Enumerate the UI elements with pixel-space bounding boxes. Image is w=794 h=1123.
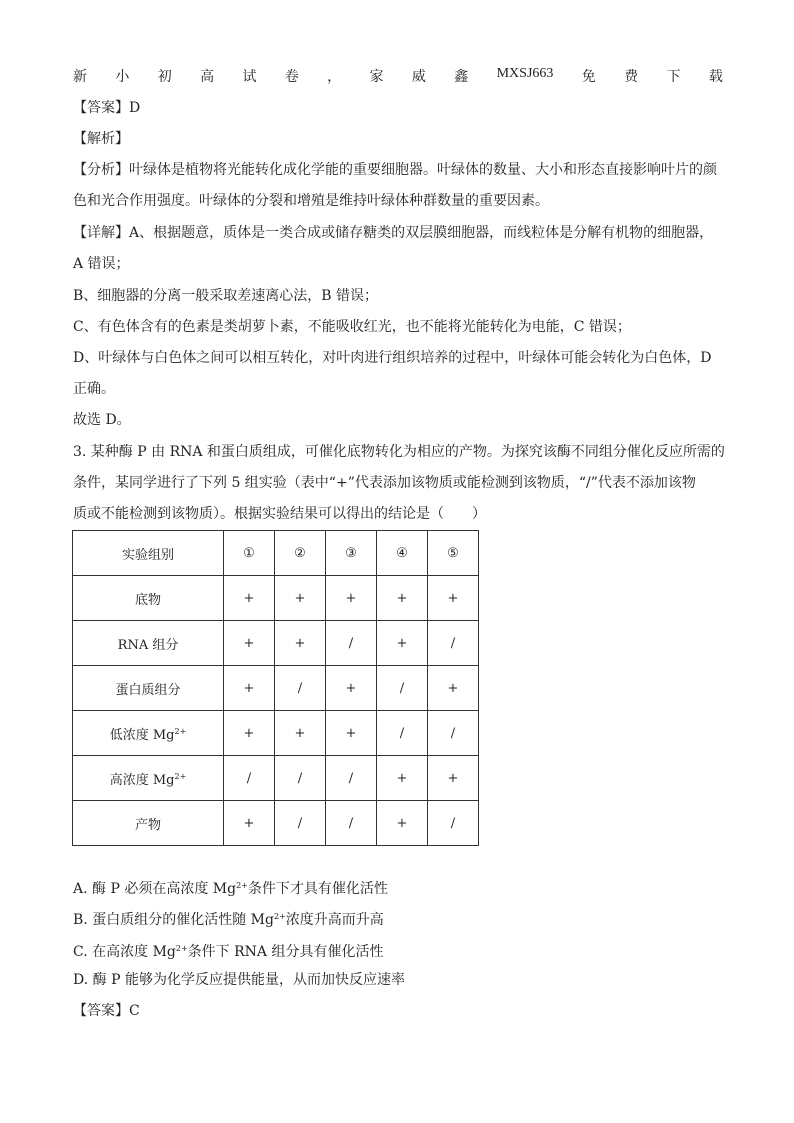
table-cell: / bbox=[326, 756, 377, 801]
group-header: ① bbox=[224, 531, 275, 576]
row-label: 底物 bbox=[73, 576, 224, 621]
choose-line: 故选 D。 bbox=[73, 412, 131, 428]
row-label: 产物 bbox=[73, 801, 224, 846]
table-cell: + bbox=[326, 711, 377, 756]
table-cell: + bbox=[275, 711, 326, 756]
header-char: 试 bbox=[242, 69, 257, 85]
table-header-row bbox=[73, 531, 479, 576]
group-header: ③ bbox=[326, 531, 377, 576]
header-char: 家 bbox=[369, 69, 384, 85]
row-label: 高浓度 $Mg^{2+}$ bbox=[73, 756, 224, 801]
detail-line-3: B、细胞器的分离一般采取差速离心法，B 错误； bbox=[73, 288, 379, 304]
option-a: A. 酶 P 必须在高浓度 $Mg^{2+}$条件下才具有催化活性 bbox=[73, 881, 388, 897]
table-cell: + bbox=[224, 666, 275, 711]
table-cell: / bbox=[428, 801, 479, 846]
table-row bbox=[73, 711, 479, 756]
table-cell: / bbox=[326, 801, 377, 846]
table-cell: + bbox=[377, 576, 428, 621]
detail-line-6: 正确。 bbox=[73, 381, 115, 397]
table-cell: + bbox=[377, 756, 428, 801]
header-char: 高 bbox=[200, 69, 215, 85]
detail-line-5: D、叶绿体与白色体之间可以相互转化，对叶肉进行组织培养的过程中，叶绿体可能会转化为白色体，D bbox=[73, 350, 712, 366]
header-char: 威 bbox=[411, 69, 426, 85]
header-char: ， bbox=[327, 69, 342, 85]
table-cell: / bbox=[377, 666, 428, 711]
option-d: D. 酶 P 能够为化学反应提供能量，从而加快反应速率 bbox=[73, 972, 405, 988]
table-header-label: 实验组别 bbox=[73, 531, 224, 576]
table-cell: + bbox=[428, 756, 479, 801]
table-cell: + bbox=[377, 801, 428, 846]
page-header bbox=[73, 66, 723, 86]
header-char: 初 bbox=[157, 69, 172, 85]
row-label: 低浓度 $Mg^{2+}$ bbox=[73, 711, 224, 756]
table-cell: + bbox=[326, 666, 377, 711]
header-char: 新 bbox=[73, 69, 87, 85]
header-char: 费 bbox=[624, 69, 639, 85]
header-char: 载 bbox=[708, 69, 723, 85]
option-b: B. 蛋白质组分的催化活性随 $Mg^{2+}$浓度升高而升高 bbox=[73, 912, 384, 928]
table-cell: + bbox=[377, 621, 428, 666]
table-cell: / bbox=[428, 621, 479, 666]
group-header: ② bbox=[275, 531, 326, 576]
header-code: MXSJ663 bbox=[496, 66, 554, 81]
header-char: 卷 bbox=[284, 69, 299, 85]
detail-line-1: 【详解】A、根据题意，质体是一类合成或储存糖类的双层膜细胞器，而线粒体是分解有机物的细胞器， bbox=[73, 225, 714, 241]
table-row bbox=[73, 756, 479, 801]
analysis-line-2: 色和光合作用强度。叶绿体的分裂和增殖是维持叶绿体种群数量的重要因素。 bbox=[73, 193, 549, 209]
table-cell: + bbox=[275, 621, 326, 666]
prev-answer: 【答案】D bbox=[73, 100, 141, 116]
table-row bbox=[73, 576, 479, 621]
question-stem-3: 质或不能检测到该物质）。根据实验结果可以得出的结论是（ ） bbox=[73, 506, 486, 522]
table-cell: + bbox=[224, 576, 275, 621]
table-row bbox=[73, 666, 479, 711]
experiment-table bbox=[72, 530, 479, 846]
table-row bbox=[73, 801, 479, 846]
header-char: 免 bbox=[581, 69, 596, 85]
table-cell: / bbox=[224, 756, 275, 801]
table-cell: / bbox=[377, 711, 428, 756]
row-label: 蛋白质组分 bbox=[73, 666, 224, 711]
header-char: 小 bbox=[115, 69, 130, 85]
table-cell: + bbox=[428, 666, 479, 711]
table-cell: + bbox=[428, 576, 479, 621]
table-cell: / bbox=[275, 666, 326, 711]
table-cell: / bbox=[275, 801, 326, 846]
table-cell: + bbox=[275, 576, 326, 621]
header-char: 鑫 bbox=[454, 69, 469, 85]
analysis-line-1: 【分析】叶绿体是植物将光能转化成化学能的重要细胞器。叶绿体的数量、大小和形态直接影响叶片的颜 bbox=[73, 162, 717, 178]
table-cell: + bbox=[224, 801, 275, 846]
table-row bbox=[73, 621, 479, 666]
group-header: ⑤ bbox=[428, 531, 479, 576]
detail-line-2: A 错误； bbox=[73, 256, 130, 272]
row-label: RNA 组分 bbox=[73, 621, 224, 666]
analysis-title: 【解析】 bbox=[73, 131, 129, 147]
table-cell: + bbox=[224, 711, 275, 756]
table-cell: / bbox=[275, 756, 326, 801]
group-header: ④ bbox=[377, 531, 428, 576]
header-char: 下 bbox=[666, 69, 681, 85]
table-cell: / bbox=[428, 711, 479, 756]
table-cell: + bbox=[326, 576, 377, 621]
question-answer: 【答案】C bbox=[73, 1003, 140, 1019]
option-c: C. 在高浓度 $Mg^{2+}$条件下 RNA 组分具有催化活性 bbox=[73, 944, 384, 960]
table-cell: + bbox=[224, 621, 275, 666]
question-stem-1: 3. 某种酶 P 由 RNA 和蛋白质组成，可催化底物转化为相应的产物。为探究该酶不同组分催化反应所需的 bbox=[73, 444, 725, 460]
question-stem-2: 条件，某同学进行了下列 5 组实验（表中“+”代表添加该物质或能检测到该物质，“/”代表不添加该物 bbox=[73, 475, 696, 491]
table-cell: / bbox=[326, 621, 377, 666]
detail-line-4: C、有色体含有的色素是类胡萝卜素，不能吸收红光，也不能将光能转化为电能，C 错误； bbox=[73, 319, 631, 335]
